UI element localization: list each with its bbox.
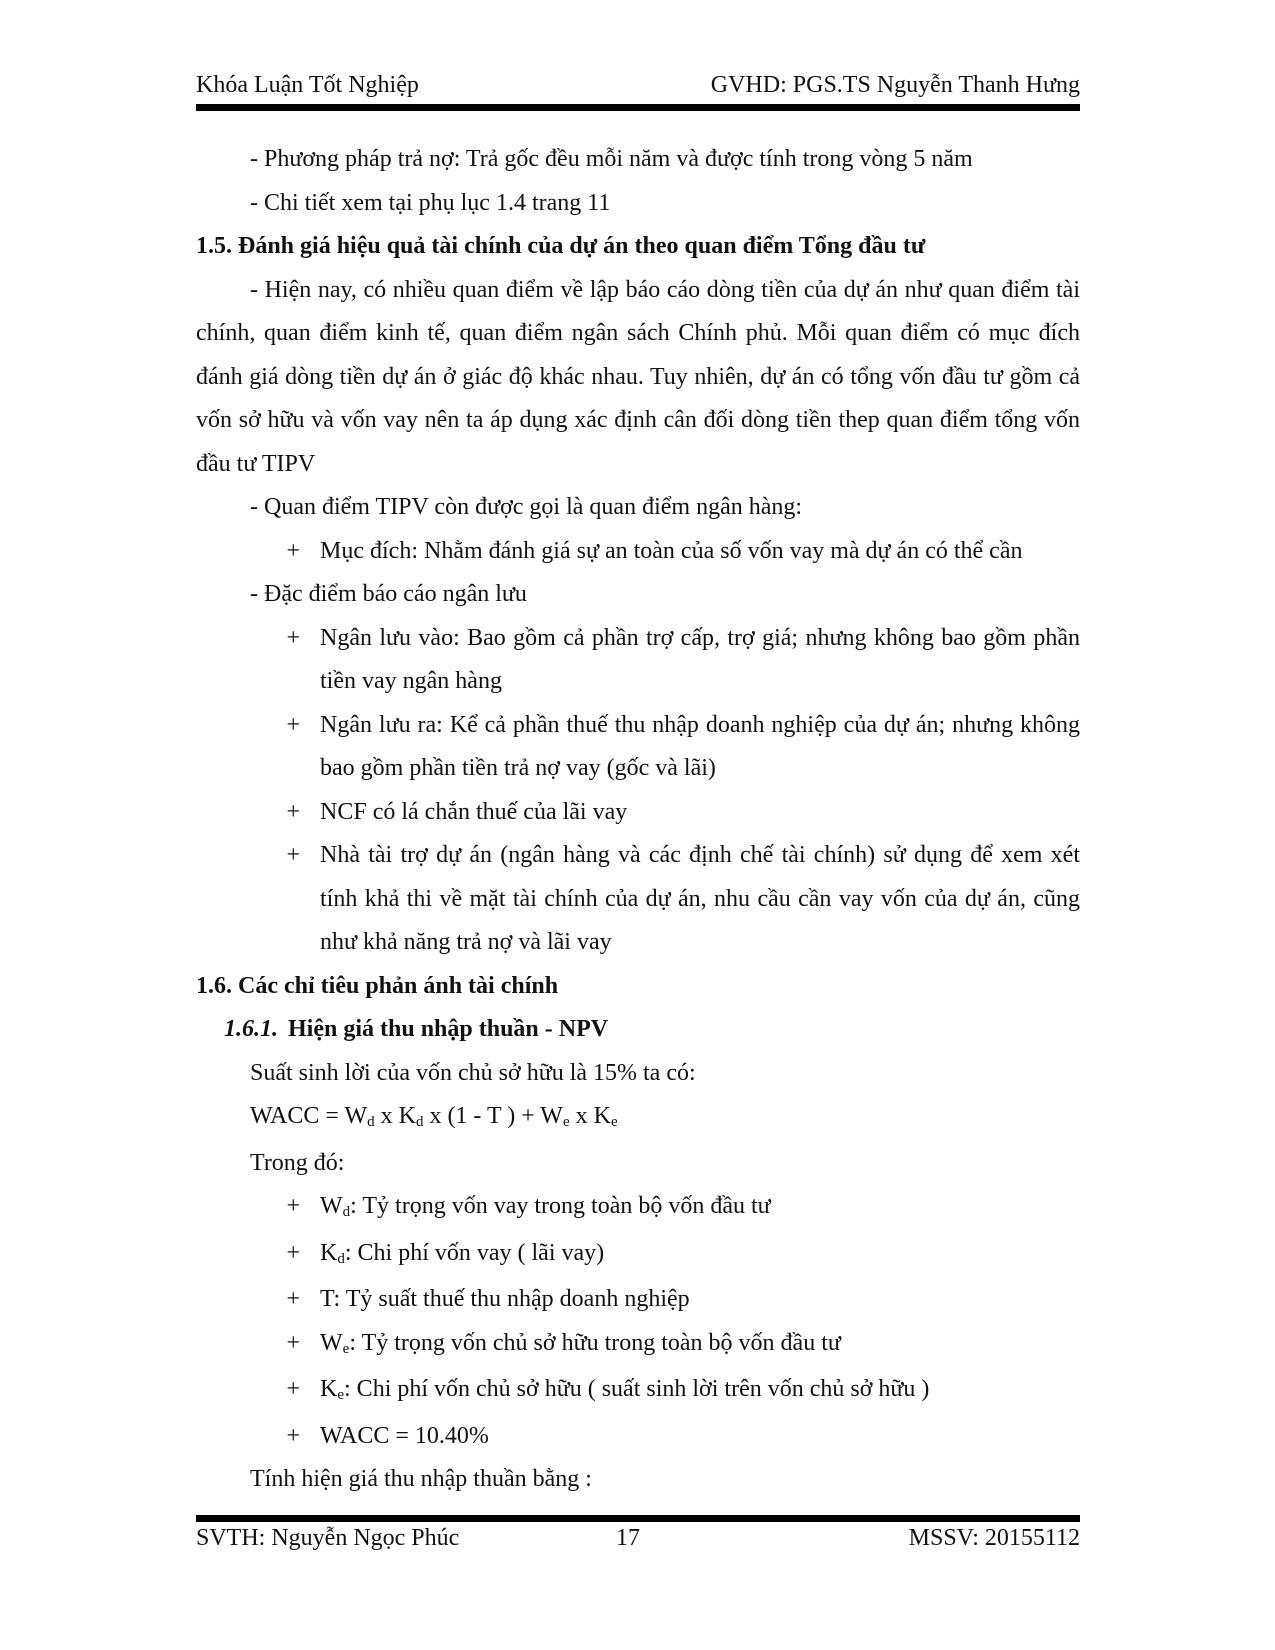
definition-symbol: W <box>320 1193 343 1219</box>
definition-item <box>196 1185 1080 1232</box>
bullet-marker: + <box>286 1329 300 1356</box>
section-heading-1-6: 1.6. Các chỉ tiêu phản ánh tài chính <box>196 972 559 999</box>
bullet-marker: + <box>286 711 300 738</box>
definition-item <box>196 1415 1080 1459</box>
list-item-text: Ngân lưu ra: Kể cả phần thuế thu nhập doanh nghiệp của dự án; nhưng không bao gồm phần tiền trả nợ vay (gốc và lãi) <box>320 711 1080 781</box>
definition-text <box>320 1322 1080 1369</box>
npv-calc-intro: Tính hiện giá thu nhập thuần bằng : <box>250 1466 592 1492</box>
definition-item <box>196 1278 1080 1322</box>
definition-symbol: T <box>320 1286 334 1312</box>
list-item <box>196 617 1080 704</box>
bullet-marker: + <box>286 624 300 651</box>
formula-part: WACC = W <box>250 1103 368 1129</box>
bullet-marker: + <box>286 537 300 564</box>
subsection-title: Hiện giá thu nhập thuần - NPV <box>288 1016 609 1042</box>
definition-subscript: e <box>337 1387 345 1403</box>
bullet-marker: + <box>286 1239 300 1266</box>
repayment-method: - Phương pháp trả nợ: Trả gốc đều mỗi năm và được tính trong vòng 5 năm <box>250 146 973 172</box>
header-rule <box>196 104 1080 111</box>
appendix-reference: - Chi tiết xem tại phụ lục 1.4 trang 11 <box>250 189 611 216</box>
footer-student: SVTH: Nguyễn Ngọc Phúc <box>196 1525 460 1551</box>
cashflow-report-intro: - Đặc điểm báo cáo ngân lưu <box>250 581 527 607</box>
definition-item <box>196 1232 1080 1279</box>
bullet-marker: + <box>286 798 300 825</box>
header-right: GVHD: PGS.TS Nguyễn Thanh Hưng <box>710 72 1080 98</box>
list-item <box>196 791 1080 835</box>
definition-symbol: K <box>320 1239 338 1266</box>
list-item-text: Ngân lưu vào: Bao gồm cả phần trợ cấp, trợ giá; nhưng không bao gồm phần tiền vay ngân hàng <box>320 624 1080 694</box>
definition-subscript: d <box>342 1204 351 1220</box>
definition-description: : Chi phí vốn chủ sở hữu ( suất sinh lời trên vốn chủ sở hữu ) <box>344 1376 930 1402</box>
bullet-marker: + <box>286 1422 300 1449</box>
tipv-paragraph: - Hiện nay, có nhiều quan điểm về lập báo cáo dòng tiền của dự án như quan điểm tài chính, quan điểm kinh tế, quan điểm ngân sách Chính phủ. Mỗi quan điểm có mục đích đánh giá dòng tiền dự án ở giác độ khác nhau. Tuy nhiên, dự án có tổng vốn đầu tư gồm cả vốn sở hữu và vốn vay nên ta áp dụng xác định cân đối dòng tiền thep quan điểm tổng vốn đầu tư TIPV <box>196 276 1080 477</box>
bullet-marker: + <box>286 842 300 868</box>
section-heading-1-5: 1.5. Đánh giá hiệu quả tài chính của dự án theo quan điểm Tổng đầu tư <box>196 233 926 259</box>
definition-description: : Tỷ trọng vốn chủ sở hữu trong toàn bộ vốn đầu tư <box>349 1329 841 1356</box>
subsection-number: 1.6.1. <box>224 1016 278 1042</box>
formula-part: x K <box>374 1103 416 1129</box>
formula-subscript: d <box>367 1114 375 1130</box>
wacc-value: WACC = 10.40% <box>320 1422 489 1449</box>
definition-item <box>196 1368 1080 1415</box>
bullet-marker: + <box>286 1193 300 1219</box>
list-item-text: NCF có lá chắn thuế của lãi vay <box>320 798 628 825</box>
page-body <box>196 138 1080 1502</box>
list-item-text: Nhà tài trợ dự án (ngân hàng và các định chế tài chính) sử dụng để xem xét tính khả thi về mặt tài chính của dự án, nhu cầu cần vay vốn của dự án, cũng như khả năng trả nợ và lãi vay <box>320 842 1080 955</box>
bullet-marker: + <box>286 1286 300 1312</box>
footer-rule <box>196 1515 1080 1522</box>
header-left: Khóa Luận Tốt Nghiệp <box>196 72 419 98</box>
list-item <box>196 834 1080 965</box>
formula-subscript: d <box>415 1114 424 1130</box>
definition-description: : Tỷ suất thuế thu nhập doanh nghiệp <box>333 1286 690 1312</box>
wacc-formula <box>196 1095 1080 1142</box>
definition-subscript: d <box>337 1250 345 1267</box>
formula-subscript: e <box>610 1114 618 1130</box>
definition-text <box>320 1185 1080 1232</box>
formula-part: x K <box>569 1103 611 1129</box>
definition-text <box>320 1278 1080 1322</box>
definition-text <box>320 1232 1080 1279</box>
footer-student-id: MSSV: 20155112 <box>908 1525 1080 1551</box>
list-item-text: Mục đích: Nhằm đánh giá sự an toàn của số vốn vay mà dự án có thể cần <box>320 537 1023 564</box>
bullet-marker: + <box>286 1376 300 1402</box>
list-item <box>196 530 1080 574</box>
definition-item <box>196 1322 1080 1369</box>
definition-description: : Tỷ trọng vốn vay trong toàn bộ vốn đầu tư <box>350 1193 771 1219</box>
formula-subscript: e <box>562 1114 570 1130</box>
definition-description: : Chi phí vốn vay ( lãi vay) <box>344 1239 605 1266</box>
definition-symbol: W <box>320 1329 343 1356</box>
where-label: Trong đó: <box>250 1149 345 1176</box>
equity-return-line: Suất sinh lời của vốn chủ sở hữu là 15% ta có: <box>250 1059 696 1086</box>
formula-part: x (1 - T ) + W <box>423 1103 563 1129</box>
definition-text <box>320 1368 1080 1415</box>
page-number: 17 <box>616 1525 640 1551</box>
list-item <box>196 704 1080 791</box>
tipv-intro: - Quan điểm TIPV còn được gọi là quan điểm ngân hàng: <box>250 494 803 520</box>
definition-subscript: e <box>342 1340 350 1357</box>
subsection-heading-1-6-1 <box>196 1008 1080 1052</box>
definition-symbol: K <box>320 1376 338 1402</box>
